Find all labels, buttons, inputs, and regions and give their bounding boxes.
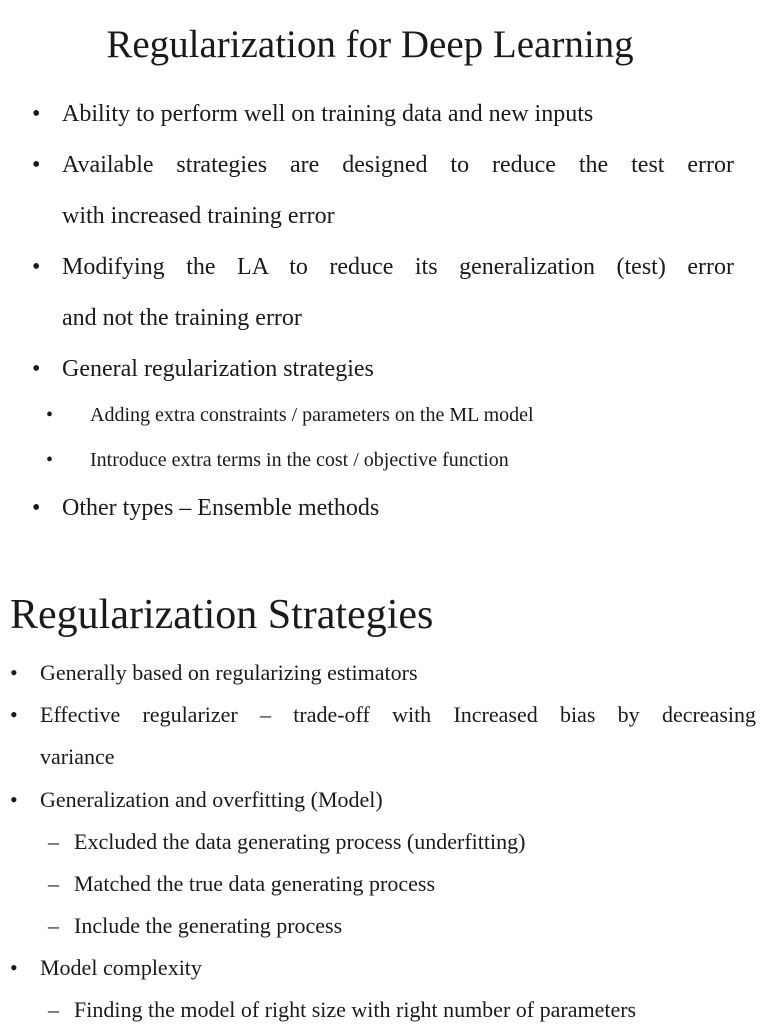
bullet-marker: • — [32, 495, 41, 521]
slide2-title: Regularization Strategies — [10, 592, 434, 638]
slide1-bullet-3-line2: and not the training error — [62, 305, 302, 331]
slide2-bullet-3: Generalization and overfitting (Model) — [40, 787, 383, 812]
slide2-dash-item-4: Finding the model of right size with right number of parameters — [74, 997, 637, 1022]
slide1-bullet-4: General regularization strategies — [62, 356, 374, 382]
slide1-title: Regularization for Deep Learning — [106, 23, 634, 66]
bullet-marker: • — [10, 702, 18, 727]
bullet-marker: • — [32, 152, 41, 178]
slide2-bullet-2-line1: Effective regularizer – trade-off with Increased bias by decreasing — [40, 702, 756, 727]
dash-marker: – — [48, 997, 59, 1022]
slide2-dash-item-1: Excluded the data generating process (underfitting) — [74, 829, 526, 854]
sub-bullet-marker: • — [46, 449, 54, 471]
bullet-marker: • — [10, 955, 18, 980]
bullet-marker: • — [32, 254, 41, 280]
bullet-marker: • — [10, 660, 18, 685]
bullet-marker: • — [32, 356, 41, 382]
slide1-bullet-5: Other types – Ensemble methods — [62, 495, 380, 521]
dash-marker: – — [48, 913, 59, 938]
slide2-bullet-2-line2: variance — [40, 744, 115, 769]
slide2-bullet-4: Model complexity — [40, 955, 202, 980]
slide2-dash-item-2: Matched the true data generating process — [74, 871, 436, 896]
dash-marker: – — [48, 829, 59, 854]
slide2-bullet-1: Generally based on regularizing estimators — [40, 660, 418, 685]
dash-marker: – — [48, 871, 59, 896]
sub-bullet-marker: • — [46, 404, 54, 426]
bullet-marker: • — [10, 787, 18, 812]
slide1-sub-bullet-1: Adding extra constraints / parameters on the ML model — [90, 404, 534, 426]
slide1-bullet-1: Ability to perform well on training data and new inputs — [62, 101, 594, 127]
slide1-bullet-2-line2: with increased training error — [62, 203, 335, 229]
bullet-marker: • — [32, 101, 41, 127]
slide1-bullet-3-line1: Modifying the LA to reduce its generalization (test) error — [62, 254, 734, 280]
slide2-dash-item-3: Include the generating process — [74, 913, 343, 938]
slide1-bullet-2-line1: Available strategies are designed to reduce the test error — [62, 152, 734, 178]
slide1-sub-bullet-2: Introduce extra terms in the cost / objective function — [90, 449, 509, 471]
